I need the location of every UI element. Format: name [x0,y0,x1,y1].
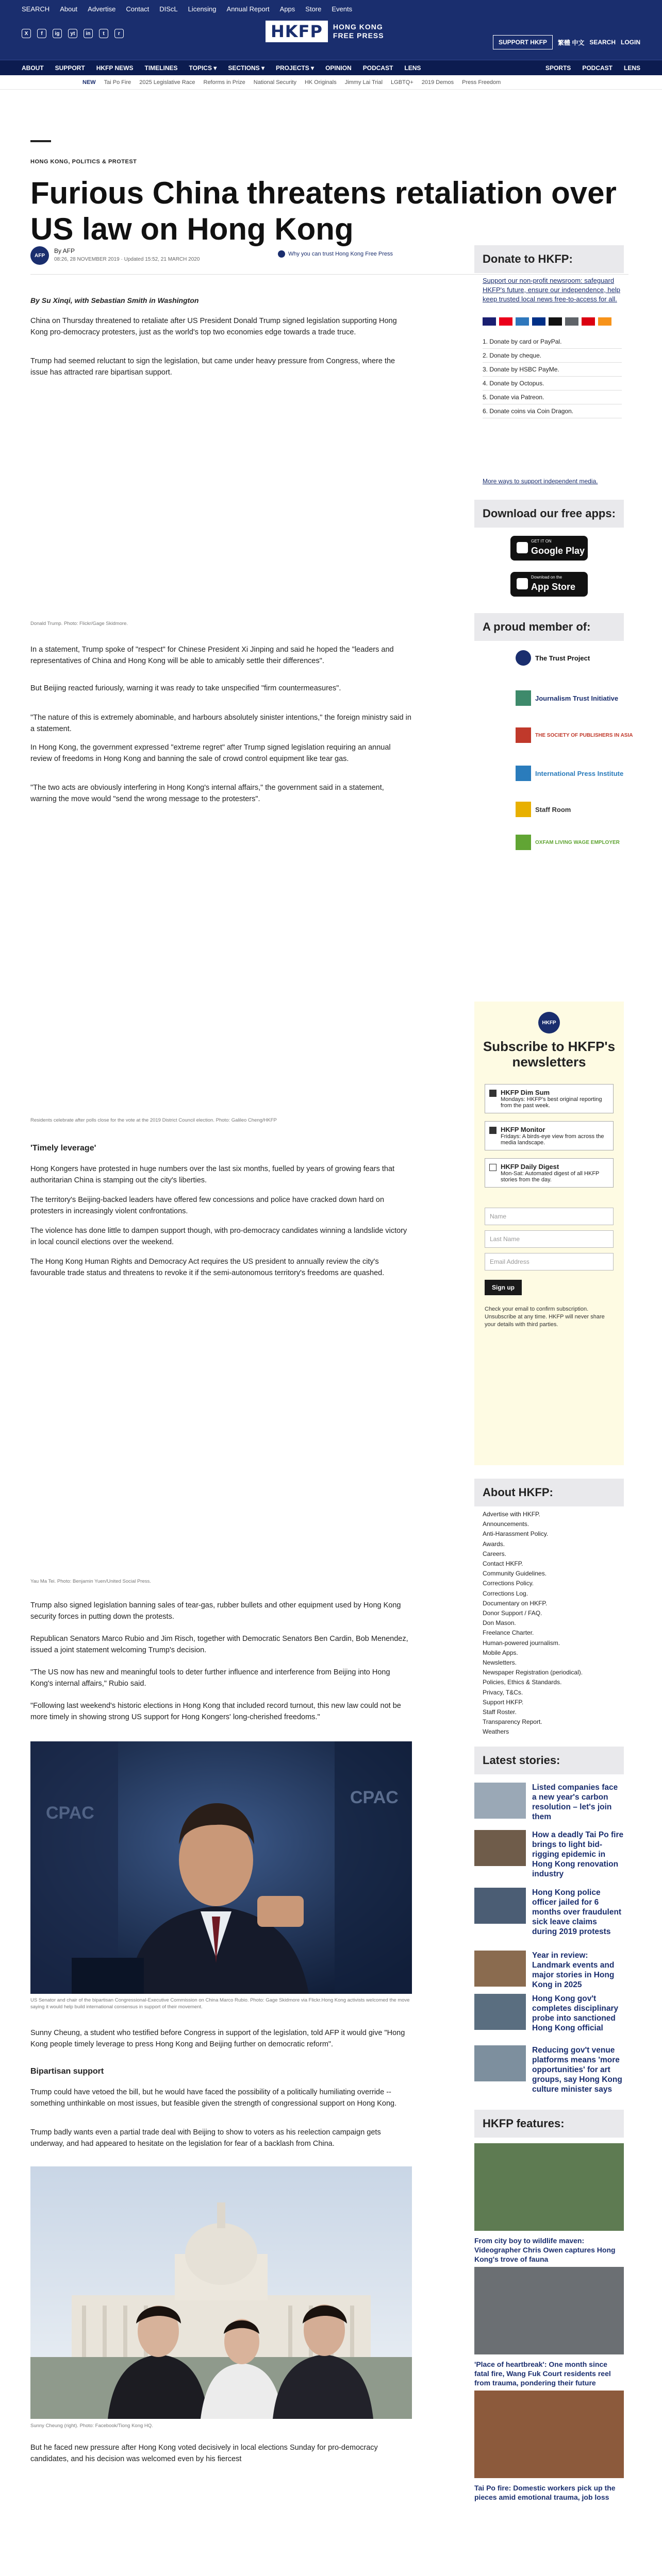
store-link[interactable]: Store [305,5,322,13]
about-link[interactable]: Staff Roster. [483,1708,517,1716]
features-heading: HKFP features: [474,2110,624,2138]
paragraph: The violence has done little to dampen support though, with pro-democracy candidates winning a landslide victory in local council elections over the weekend. [30,1227,407,1246]
paragraph: The Hong Kong Human Rights and Democracy Act requires the US president to annually review the city's favourable trade status and threatens to revoke it if the semi-autonomous territory's freedoms are quashed. [30,1258,385,1277]
member-label: THE SOCIETY OF PUBLISHERS IN ASIA [535,732,633,738]
about-link[interactable]: Newsletters. [483,1659,517,1667]
about-link[interactable]: Careers. [483,1550,507,1557]
feature-image[interactable] [474,2267,624,2354]
member-oxfam[interactable] [516,835,620,850]
latest-story[interactable] [474,1994,624,2039]
app-store-label: App Store [531,581,576,592]
trust-link-label: Why you can trust Hong Kong Free Press [288,251,393,257]
latest-story[interactable] [474,1783,624,1828]
google-play-label: Google Play [531,545,585,556]
sunny-cheung-photo [30,2166,412,2419]
member-label: Staff Room [535,805,571,814]
nav-sports[interactable]: SPORTS [545,64,571,72]
rss-icon[interactable]: r [114,29,124,38]
about-link[interactable]: Policies, Ethics & Standards. [483,1679,562,1686]
feature-title[interactable]: 'Place of heartbreak': One month since fatal fire, Wang Fuk Court residents reel from trauma, pondering their future [474,2360,611,2387]
sopa-icon [516,727,531,743]
donate-option[interactable]: 1. Donate by card or PayPal. [483,335,622,349]
search-link[interactable]: SEARCH [22,5,50,13]
nav-sections[interactable]: SECTIONS ▾ [228,64,265,72]
about-link[interactable]: Privacy, T&Cs. [483,1688,523,1696]
language-link[interactable]: 繁體 中文 [557,39,585,46]
member-ipi[interactable] [516,766,623,781]
search-icon[interactable]: SEARCH [589,39,616,46]
nav-lens-right[interactable]: LENS [623,64,640,72]
story-title: Hong Kong police officer jailed for 6 months over fraudulent sick leave claims during 2019 protests [532,1888,622,1936]
trump-photo [30,386,412,616]
image-caption: Sunny Cheung (right). Photo: Facebook/Tiong Kong HQ. [30,2423,153,2429]
octopus-icon [598,317,611,326]
googlepay-icon [565,317,578,326]
story-title: Reducing gov't venue platforms means 'more opportunities' for art groups, say Hong Kong culture minister says [532,2046,622,2094]
newsletter-option-dim-sum[interactable] [485,1084,614,1113]
latest-story[interactable] [474,2045,624,2094]
name-input[interactable]: Name [485,1208,614,1225]
trending-item[interactable]: Press Freedom [462,79,501,86]
checkbox-icon [489,1127,496,1134]
newsletter-option-desc: Mon-Sat: Automated digest of all HKFP stories from the day. [501,1171,600,1183]
ipi-icon [516,766,531,781]
story-thumbnail [474,1994,526,2030]
paragraph: Trump had seemed reluctant to sign the legislation, but came under heavy pressure from Congress, where the issue has attracted rare bipartisan support. [30,357,395,377]
latest-story[interactable] [474,1888,624,1936]
jti-icon [516,690,531,706]
trending-item[interactable]: National Security [253,79,296,86]
discl-link[interactable]: DIScL [159,5,178,13]
paragraph: The territory's Beijing-backed leaders have offered few concessions and police have cracked down hard on protesters in increasingly violent confrontations. [30,1196,385,1215]
svg-text:CPAC: CPAC [46,1803,94,1823]
publish-date: 08:26, 28 NOVEMBER 2019 · Updated 15:52, 21 MARCH 2020 [54,257,200,262]
about-link[interactable]: Advertise with HKFP. [483,1511,540,1518]
trending-item[interactable]: 2025 Legislative Race [139,79,195,86]
about-link[interactable]: Weathers [483,1728,509,1736]
sunny-cheung-photo-art [30,2166,412,2419]
app-store-small: Download on the [531,575,562,580]
author-avatar[interactable]: AFP [30,246,49,265]
facebook-icon[interactable]: f [37,29,46,38]
latest-heading: Latest stories: [474,1747,624,1774]
nav-podcast[interactable]: PODCAST [362,64,393,72]
paragraph: But Beijing reacted furiously, warning it was ready to take unspecified "firm countermeasures". [30,684,341,692]
about-heading: About HKFP: [474,1479,624,1506]
nav-support[interactable]: SUPPORT [55,64,85,72]
checkbox-icon [489,1164,496,1171]
newsletter-title: Subscribe to HKFP's newsletters [483,1039,616,1070]
paragraph: In a statement, Trump spoke of "respect" for Chinese President Xi Jinping and said he hoped the "leaders and representatives of China and Hong Kong will be able to amicably settle their differences". [30,646,394,665]
annual-report-link[interactable]: Annual Report [226,5,270,13]
subheading-timely-leverage: 'Timely leverage' [30,1144,96,1153]
nav-opinion[interactable]: OPINION [325,64,352,72]
story-title: Hong Kong gov't completes disciplinary probe into sanctioned Hong Kong official [532,1994,619,2032]
advertise-link[interactable]: Advertise [88,5,116,13]
events-link[interactable]: Events [332,5,353,13]
trending-item[interactable]: HK Originals [304,79,337,86]
x-icon[interactable]: X [22,29,31,38]
paragraph: China on Thursday threatened to retaliate after US President Donald Trump signed legislation supporting Hong Kong pro-democracy protesters, just as the world's top two economies edge towards a trade truce. [30,317,397,336]
title-accent-bar [30,140,51,142]
apple-icon [517,578,528,589]
payme-icon [582,317,595,326]
nav-lens[interactable]: LENS [404,64,421,72]
svg-text:CPAC: CPAC [350,1788,399,1807]
trending-label: NEW [82,79,96,86]
nav-topics[interactable]: TOPICS ▾ [189,64,217,72]
member-jti[interactable] [516,690,618,706]
about-link[interactable]: Documentary on HKFP. [483,1599,548,1607]
social-icons [22,29,124,38]
about-link[interactable]: Don Mason. [483,1619,516,1627]
about-link[interactable]: About [60,5,78,13]
about-link[interactable]: Mobile Apps. [483,1649,518,1656]
about-link[interactable]: Support HKFP. [483,1698,524,1706]
paragraph: "The US now has new and meaningful tools to deter further influence and interference from Beijing into Hong Kong's internal affairs," Rubio said. [30,1668,390,1688]
about-link[interactable]: Awards. [483,1540,505,1548]
divider [30,274,628,275]
image-caption: US Senator and chair of the bipartisan Congressional-Executive Commission on China Marco Rubio. Photo: Gage Skidmore via Flickr.Hong Kong activists welcomed the move saying it would help build international consensus in support of their movement. [30,1997,410,2010]
apps-heading: Download our free apps: [474,500,624,528]
member-label: International Press Institute [535,769,624,777]
header-actions [493,35,640,49]
mastercard-icon [499,317,512,326]
member-label: OXFAM LIVING WAGE EMPLOYER [535,839,620,845]
donate-option[interactable]: 2. Donate by cheque. [483,349,622,363]
trust-project-icon [516,650,531,666]
sign-up-button[interactable]: Sign up [485,1280,522,1295]
rubio-photo-art [30,1741,412,1994]
trending-item[interactable]: Reforms in Prize [203,79,245,86]
donate-option[interactable]: 6. Donate coins via Coin Dragon. [483,404,622,418]
yau-ma-tei-photo-art [30,1301,412,1574]
nav-podcast-right[interactable]: PODCAST [582,64,613,72]
member-label: The Trust Project [535,654,590,662]
paypal-icon [532,317,545,326]
newsletter-fineprint: Check your email to confirm subscription. Unsubscribe at any time. HKFP will never share your details with third parties. [485,1306,605,1328]
paragraph: "Following last weekend's historic elections in Hong Kong that included record turnout, this new law could not be more timely in showing strong US support for Hong Kongers' long-cherished freedoms." [30,1702,401,1721]
donate-heading: Donate to HKFP: [474,245,624,273]
about-link[interactable]: Donor Support / FAQ. [483,1609,542,1617]
logo-mark: HKFP [266,21,328,42]
member-staff-room[interactable] [516,802,571,817]
newsletter-option-desc: Fridays: A birds-eye view from across the media landscape. [501,1133,604,1146]
nav-hkfp-news[interactable]: HKFP NEWS [96,64,134,72]
payment-icons [483,317,611,326]
linkedin-icon[interactable]: in [84,29,93,38]
about-links [483,1510,622,1737]
latest-story[interactable] [474,1830,624,1878]
trending-item[interactable]: Jimmy Lai Trial [344,79,383,86]
contact-link[interactable]: Contact [126,5,150,13]
youtube-icon[interactable]: yt [68,29,77,38]
donate-options [483,335,622,418]
about-link[interactable]: Human-powered journalism. [483,1639,560,1647]
about-link[interactable]: Freelance Charter. [483,1629,534,1637]
nav-projects[interactable]: PROJECTS ▾ [276,64,315,72]
newsletter-option-name: HKFP Dim Sum [501,1089,550,1096]
donate-option[interactable]: 3. Donate by HSBC PayMe. [483,363,622,377]
story-thumbnail [474,1951,526,1987]
logo-line-1: HONG KONG [333,23,383,31]
paragraph: Republican Senators Marco Rubio and Jim Risch, together with Democratic Senators Ben Cardin, Bob Menendez, issued a joint statement welcoming Trump's decision. [30,1635,408,1654]
paragraph: But he faced new pressure after Hong Kong voted decisively in local elections Sunday for pro-democracy candidates, and his decision was welcomed even by his fiercest [30,2444,378,2463]
about-link[interactable]: Anti-Harassment Policy. [483,1530,549,1538]
site-logo[interactable] [266,21,384,42]
apps-link[interactable]: Apps [279,5,295,13]
trump-photo-art [30,386,412,616]
donate-more-link[interactable]: More ways to support independent media. [483,478,598,485]
story-thumbnail [474,1888,526,1924]
story-title: How a deadly Tai Po fire brings to light bid-rigging epidemic in Hong Kong renovation industry [532,1831,624,1878]
logo-text [333,23,384,40]
paragraph: Hong Kongers have protested in huge numbers over the last six months, fuelled by years of growing fears that authoritarian China is stamping out the city's liberties. [30,1165,395,1184]
yau-ma-tei-photo [30,1301,412,1574]
story-thumbnail [474,1783,526,1819]
author-name[interactable]: By AFP [54,247,75,255]
nav-about[interactable]: ABOUT [22,64,44,72]
telegram-icon[interactable]: t [99,29,108,38]
feature-title[interactable]: From city boy to wildlife maven: Videographer Chris Owen captures Hong Kong's trove of fauna [474,2236,616,2263]
image-caption: Yau Ma Tei. Photo: Benjamin Yuen/United Social Press. [30,1579,151,1584]
article-authors: By Su Xinqi, with Sebastian Smith in Washington [30,296,199,304]
feature-title[interactable]: Tai Po fire: Domestic workers pick up the pieces amid emotional trauma, job loss [474,2484,616,2501]
logo-line-2: FREE PRESS [333,31,384,40]
story-title: Year in review: Landmark events and major stories in Hong Kong in 2025 [532,1951,615,1989]
trust-link[interactable] [278,250,393,258]
trending-item[interactable]: LGBTQ+ [391,79,413,86]
paragraph: Trump could have vetoed the bill, but he would have faced the possibility of a politically humiliating override -- something unthinkable on most issues, but feasible given the strength of congressional support on Hong Kong. [30,2088,397,2108]
paragraph: In Hong Kong, the government expressed "extreme regret" after Trump signed legislation requiring an annual review of freedoms in Hong Kong and banning the sale of crowd control equipment like tear gas. [30,743,391,763]
last-name-input[interactable]: Last Name [485,1230,614,1248]
newsletter-logo: HKFP [538,1012,560,1033]
main-nav [0,60,662,75]
email-input[interactable]: Email Address [485,1253,614,1270]
paragraph: Trump also signed legislation banning sales of tear-gas, rubber bullets and other equipment used by Hong Kong security forces in putting down the protests. [30,1601,401,1621]
paragraph: "The nature of this is extremely abominable, and harbours absolutely sinister intentions," the foreign ministry said in a statement. [30,714,411,733]
image-caption: Residents celebrate after polls close for the vote at the 2019 District Council election. Photo: Galileo Cheng/HKFP [30,1117,277,1123]
newsletter-option-monitor[interactable] [485,1121,614,1150]
nav-right [545,64,640,72]
oxfam-icon [516,835,531,850]
newsletter-box [474,1002,624,1465]
trending-item[interactable]: Tai Po Fire [104,79,131,86]
story-thumbnail [474,1830,526,1866]
election-photo [30,824,412,1113]
donate-intro[interactable]: Support our non-profit newsroom: safeguard HKFP's future, ensure our independence, help keep trusted local news free-to-access for all. [483,277,620,303]
app-store-badge[interactable] [510,572,588,597]
checkbox-icon [489,1090,496,1097]
about-link[interactable]: Contact HKFP. [483,1560,523,1568]
about-link[interactable]: Announcements. [483,1520,529,1528]
about-link[interactable]: Transparency Report. [483,1718,542,1726]
newsletter-option-name: HKFP Daily Digest [501,1163,559,1171]
top-links [22,5,352,13]
about-link[interactable]: Community Guidelines. [483,1570,547,1578]
about-link[interactable]: Corrections Log. [483,1589,528,1597]
feature-image[interactable] [474,2391,624,2478]
site-header [0,0,662,60]
instagram-icon[interactable]: ig [53,29,62,38]
story-thumbnail [474,2045,526,2081]
latest-story[interactable] [474,1951,624,1996]
member-sopa[interactable] [516,727,633,743]
paragraph: "The two acts are obviously interfering in Hong Kong's internal affairs," the government said in a statement, warning the move would "send the wrong message to the protesters". [30,784,384,803]
paragraph: Sunny Cheung, a student who testified before Congress in support of the legislation, told AFP it would give "Hong Kong people timely leverage to press Hong Kong and Beijing further on democratic reform". [30,2029,405,2048]
member-trust-project[interactable] [516,650,590,666]
about-link[interactable]: Newspaper Registration (periodical). [483,1669,583,1676]
member-label: Journalism Trust Initiative [535,694,619,702]
election-photo-art [30,824,412,1113]
donate-option[interactable]: 4. Donate by Octopus. [483,377,622,391]
trending-item[interactable]: 2019 Demos [421,79,454,86]
about-link[interactable]: Corrections Policy. [483,1580,534,1587]
applepay-icon [549,317,562,326]
licensing-link[interactable]: Licensing [188,5,217,13]
staff-room-icon [516,802,531,817]
info-icon [278,250,285,258]
google-play-icon [517,542,528,553]
amex-icon [516,317,529,326]
article-category[interactable]: HONG KONG, POLITICS & PROTEST [30,159,137,165]
visa-icon [483,317,496,326]
rubio-photo [30,1741,412,1994]
image-caption: Donald Trump. Photo: Flickr/Gage Skidmore. [30,621,128,626]
trending-bar [0,75,662,90]
google-play-badge[interactable] [510,536,588,561]
newsletter-option-desc: Mondays: HKFP's best original reporting from the past week. [501,1096,602,1109]
support-button[interactable]: SUPPORT HKFP [493,35,553,49]
nav-timelines[interactable]: TIMELINES [144,64,178,72]
newsletter-option-daily-digest[interactable] [485,1158,614,1188]
feature-image[interactable] [474,2143,624,2231]
google-play-small: GET IT ON [531,539,552,544]
login-link[interactable]: LOGIN [621,39,640,46]
story-title: Listed companies face a new year's carbon resolution – let's join them [532,1783,618,1821]
article-title: Furious China threatens retaliation over US law on Hong Kong [30,176,617,246]
member-heading: A proud member of: [474,613,624,641]
paragraph: Trump badly wants even a partial trade deal with Beijing to show to voters as his reelection campaign gets underway, and had appeared to hesitate on the legislation for fear of a backlash from China. [30,2128,381,2148]
donate-option[interactable]: 5. Donate via Patreon. [483,391,622,404]
subheading-bipartisan-support: Bipartisan support [30,2067,104,2076]
newsletter-option-name: HKFP Monitor [501,1126,545,1133]
